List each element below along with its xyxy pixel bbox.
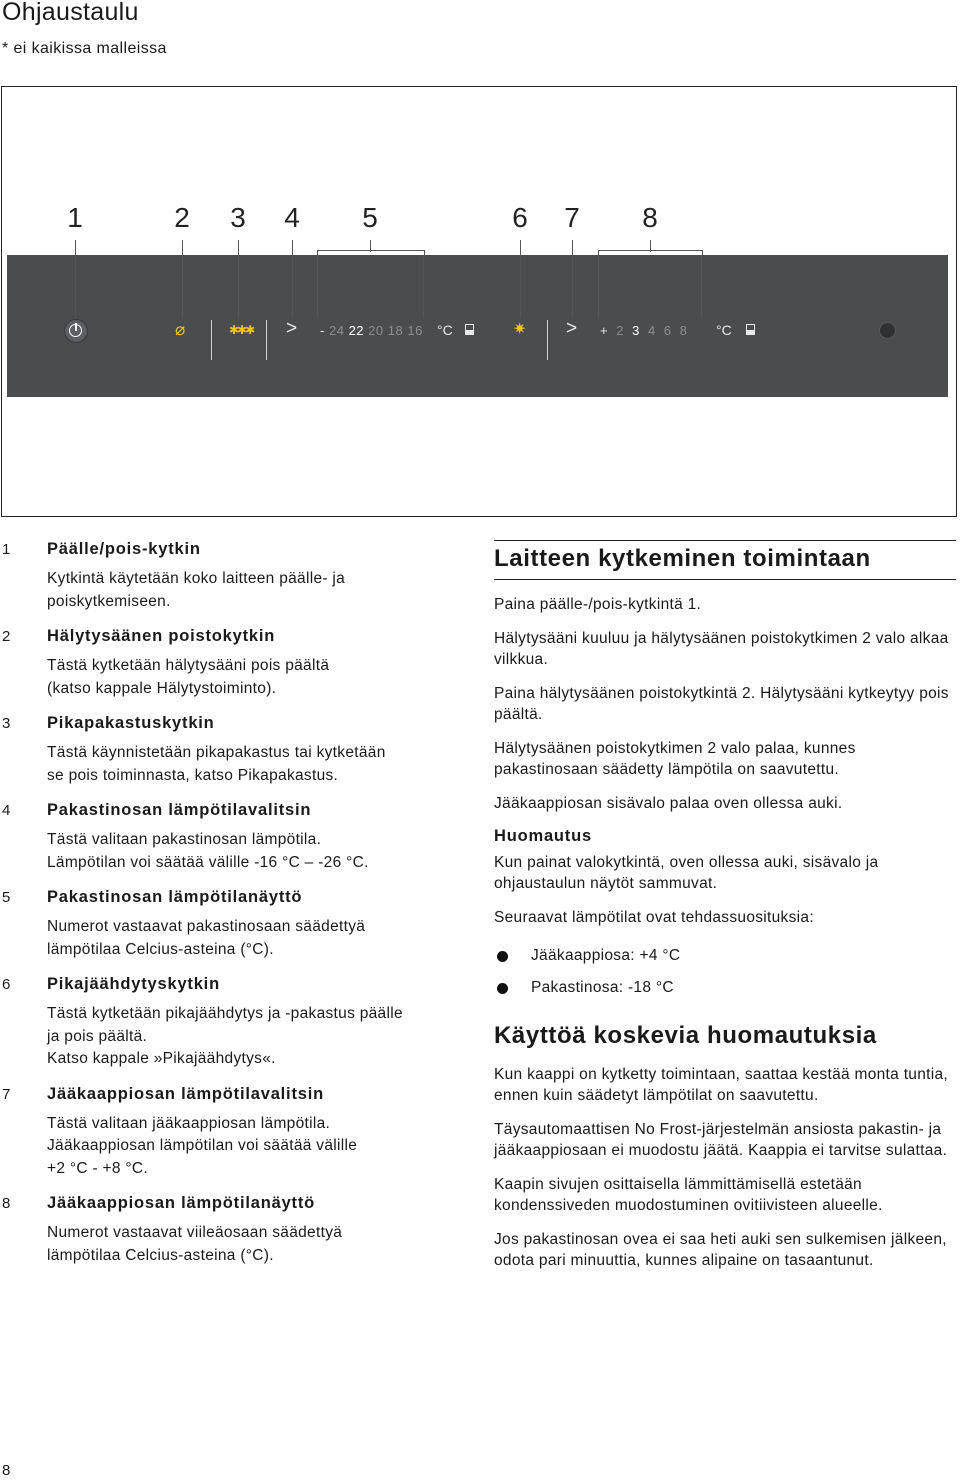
legend-item-2: 2 Hälytysäänen poistokytkin Tästä kytketään hälytysääni pois päältä (katso kappale Hälytystoiminto). bbox=[0, 627, 470, 700]
panel-line-8b bbox=[701, 255, 702, 318]
legend-item-title: Pakastinosan lämpötilanäyttö bbox=[47, 888, 303, 906]
legend-item-title: Jääkaappiosan lämpötilavalitsin bbox=[47, 1084, 324, 1103]
paragraph: Paina hälytysäänen poistokytkintä 2. Hälytysääni kytkeytyy pois päältä. bbox=[494, 685, 949, 723]
panel-line-1 bbox=[75, 255, 76, 318]
fridge-temp-display: + 2 3 4 6 8 bbox=[600, 323, 690, 338]
legend-item-3: 3 Pikapakastuskytkin Tästä käynnistetään pikapakastus tai kytketään se pois toiminnasta, katso Pikapakastus. bbox=[0, 714, 470, 787]
freezer-temp-value: 24 bbox=[328, 323, 345, 338]
panel-line-2 bbox=[182, 255, 183, 318]
callout-1: 1 bbox=[67, 202, 83, 233]
callout-8: 8 bbox=[642, 202, 658, 233]
legend-item-title: Pakastinosan lämpötilavalitsin bbox=[47, 801, 312, 819]
page-number: 8 bbox=[2, 1462, 11, 1479]
page-title: Ohjaustaulu bbox=[2, 0, 139, 26]
panel-line-5a bbox=[317, 255, 318, 318]
paragraph: Paina päälle-/pois-kytkintä 1. bbox=[494, 596, 702, 613]
legend-item-1: 1 Päälle/pois-kytkin Kytkintä käytetään koko laitteen päälle- ja poiskytkemiseen. bbox=[0, 540, 470, 613]
bullet-item: Jääkaappiosa: +4 °C bbox=[494, 945, 956, 966]
section-heading-usage-notes: Käyttöä koskevia huomautuksia bbox=[494, 1022, 877, 1049]
panel-line-3 bbox=[238, 255, 239, 318]
indicator-dot-icon bbox=[879, 322, 896, 339]
alarm-off-icon[interactable]: ⌀ bbox=[175, 320, 186, 339]
freezer-temp-selector-chevron-icon[interactable]: > bbox=[286, 318, 298, 339]
fridge-unit-label: °C bbox=[716, 322, 732, 338]
leader-line-3 bbox=[238, 240, 239, 255]
legend-item-title: Päälle/pois-kytkin bbox=[47, 540, 201, 558]
paragraph: Kaapin sivujen osittaisella lämmittämisellä estetään kondenssiveden muodostuminen ovitiivisteen alueelle. bbox=[494, 1176, 883, 1214]
leader-line-1 bbox=[75, 240, 76, 255]
paragraph: Hälytysäänen poistokytkimen 2 valo palaa, kunnes pakastinosaan säädetty lämpötila on saavutettu. bbox=[494, 740, 856, 778]
panel-line-8a bbox=[598, 255, 599, 318]
fridge-icon bbox=[746, 324, 755, 335]
page-subtitle: * ei kaikissa malleissa bbox=[2, 40, 167, 57]
paragraph: Kun kaappi on kytketty toimintaan, saattaa kestää monta tuntia, ennen kuin säädetyt lämpötilat on saavutettu. bbox=[494, 1066, 949, 1104]
super-cool-icon[interactable]: ✷ bbox=[513, 321, 527, 338]
bullet-item: Pakastinosa: -18 °C bbox=[494, 977, 956, 998]
callout-6: 6 bbox=[512, 202, 528, 233]
paragraph: Hälytysääni kuuluu ja hälytysäänen poistokytkimen 2 valo alkaa vilkkua. bbox=[494, 630, 949, 668]
fridge-temp-selector-chevron-icon[interactable]: > bbox=[566, 318, 578, 339]
leader-line-6 bbox=[520, 240, 521, 255]
control-panel bbox=[7, 255, 948, 397]
panel-divider-2 bbox=[266, 320, 267, 360]
legend-item-5: 5 Pakastinosan lämpötilanäyttö Numerot vastaavat pakastinosaan säädettyä lämpötilaa Celcius-asteina (°C). bbox=[0, 888, 470, 961]
leader-line-7 bbox=[572, 240, 573, 255]
legend-item-title: Jääkaappiosan lämpötilanäyttö bbox=[47, 1194, 316, 1212]
freezer-temp-display: - 24 22 20 18 16 bbox=[320, 323, 423, 338]
note-heading: Huomautus bbox=[494, 827, 592, 845]
freezer-unit-label: °C bbox=[437, 322, 453, 338]
section-heading-switch-on: Laitteen kytkeminen toimintaan bbox=[494, 540, 956, 580]
legend-item-7: 7 Jääkaappiosan lämpötilavalitsin Tästä valitaan jääkaappiosan lämpötila. Jääkaappiosan lämpötilan voi säätää välille +2 °C - +8 °C. bbox=[0, 1085, 470, 1181]
panel-divider-3 bbox=[547, 320, 548, 360]
legend-item-4: 4 Pakastinosan lämpötilavalitsin Tästä valitaan pakastinosan lämpötila. Lämpötilan voi säätää välille -16 °C – -26 °C. bbox=[0, 801, 470, 874]
legend-item-title: Pikapakastuskytkin bbox=[47, 714, 215, 732]
leader-line-4 bbox=[292, 240, 293, 255]
fridge-temp-active: 3 bbox=[632, 323, 642, 338]
super-freeze-icon[interactable]: ✱✱✱ bbox=[229, 323, 254, 337]
callout-5: 5 bbox=[362, 202, 378, 233]
leader-line-2 bbox=[182, 240, 183, 255]
panel-line-4 bbox=[292, 255, 293, 318]
callout-7: 7 bbox=[564, 202, 580, 233]
callout-2: 2 bbox=[174, 202, 190, 233]
legend-item-8: 8 Jääkaappiosan lämpötilanäyttö Numerot vastaavat viileäosaan säädettyä lämpötilaa Celcius-asteina (°C). bbox=[0, 1194, 470, 1267]
callout-4: 4 bbox=[284, 202, 300, 233]
right-column bbox=[494, 540, 956, 1284]
paragraph: Täysautomaattisen No Frost-järjestelmän ansiosta pakastin- ja jääkaappiosaan ei muodostu jäätä. Kaappia ei tarvitse sulattaa. bbox=[494, 1121, 948, 1159]
panel-line-5b bbox=[423, 255, 424, 318]
legend-item-title: Pikajäähdytyskytkin bbox=[47, 975, 220, 993]
paragraph: Jos pakastinosan ovea ei saa heti auki sen sulkemisen jälkeen, odota pari minuuttia, kunnes alipaine on tasaantunut. bbox=[494, 1231, 947, 1269]
legend-list bbox=[0, 540, 470, 1281]
legend-item-6: 6 Pikajäähdytyskytkin Tästä kytketään pikajäähdytys ja -pakastus päälle ja pois päältä. Katso kappale »Pikajäähdytys«. bbox=[0, 975, 470, 1071]
freezer-icon bbox=[465, 324, 474, 335]
note-text: Kun painat valokytkintä, oven ollessa auki, sisävalo ja ohjaustaulun näytöt sammuvat. bbox=[494, 854, 879, 892]
panel-divider-1 bbox=[211, 320, 212, 360]
factory-intro: Seuraavat lämpötilat ovat tehdassuosituksia: bbox=[494, 909, 814, 926]
freezer-temp-active: 22 bbox=[348, 323, 365, 338]
power-button[interactable] bbox=[64, 319, 88, 343]
panel-line-6 bbox=[520, 255, 521, 318]
panel-line-7 bbox=[572, 255, 573, 318]
legend-item-title: Hälytysäänen poistokytkin bbox=[47, 627, 276, 645]
paragraph: Jääkaappiosan sisävalo palaa oven ollessa auki. bbox=[494, 795, 843, 812]
callout-3: 3 bbox=[230, 202, 246, 233]
